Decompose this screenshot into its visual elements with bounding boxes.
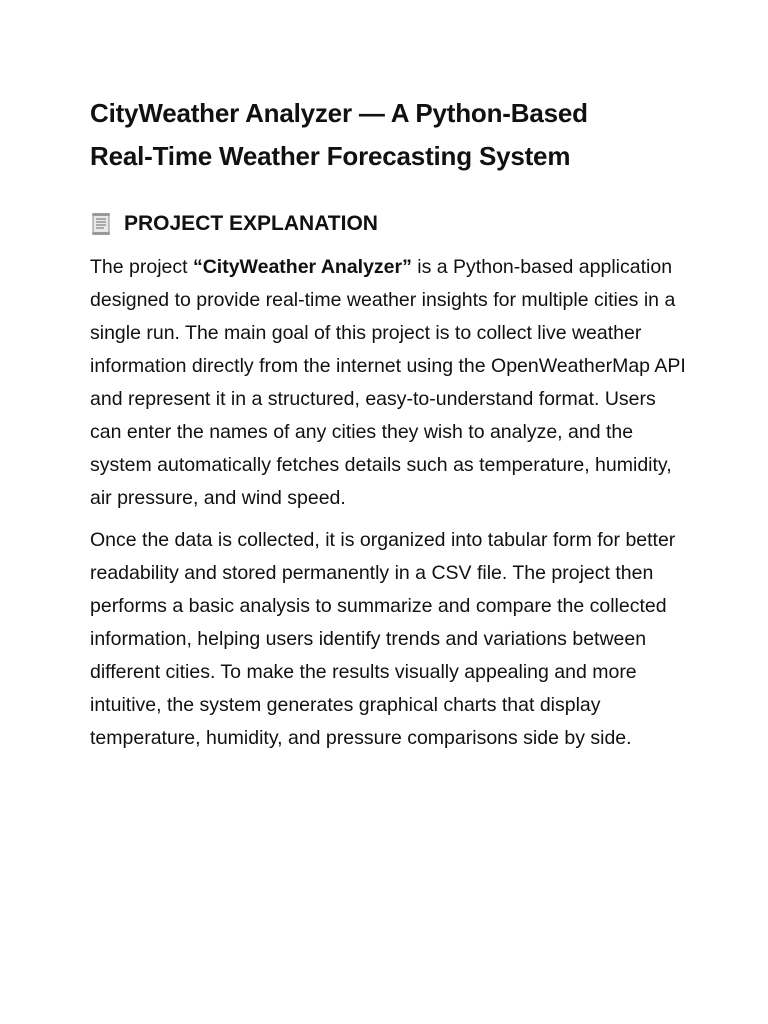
title-line-2: Real-Time Weather Forecasting System xyxy=(90,141,571,171)
section-heading xyxy=(90,207,690,241)
section-heading-text: PROJECT EXPLANATION xyxy=(124,212,378,235)
paragraph-1-prefix: The project xyxy=(90,256,193,278)
paragraph-2: Once the data is collected, it is organized into tabular form for better readability and stored permanently in a CSV file. The project then performs a basic analysis to summarize and compare the collected information, helping users identify trends and variations between different cities. To make the results visually appealing and more intuitive, the system generates graphical charts that display temperature, humidity, and pressure comparisons side by side. xyxy=(90,529,676,749)
paragraph-1-text: is a Python-based application designed to provide real-time weather insights for multiple cities in a single run. The main goal of this project is to collect live weather information directly from the internet using the OpenWeatherMap API and represent it in a structured, easy-to-understand format. Users can enter the names of any cities they wish to analyze, and the system automatically fetches details such as temperature, humidity, air pressure, and wind speed. xyxy=(90,256,686,509)
paragraph-1 xyxy=(90,251,690,515)
document-title xyxy=(90,92,690,178)
project-name: “CityWeather Analyzer” xyxy=(192,256,412,278)
scroll-icon xyxy=(90,212,112,236)
title-line-1: CityWeather Analyzer — A Python-Based xyxy=(90,98,588,128)
document-content xyxy=(90,92,690,755)
